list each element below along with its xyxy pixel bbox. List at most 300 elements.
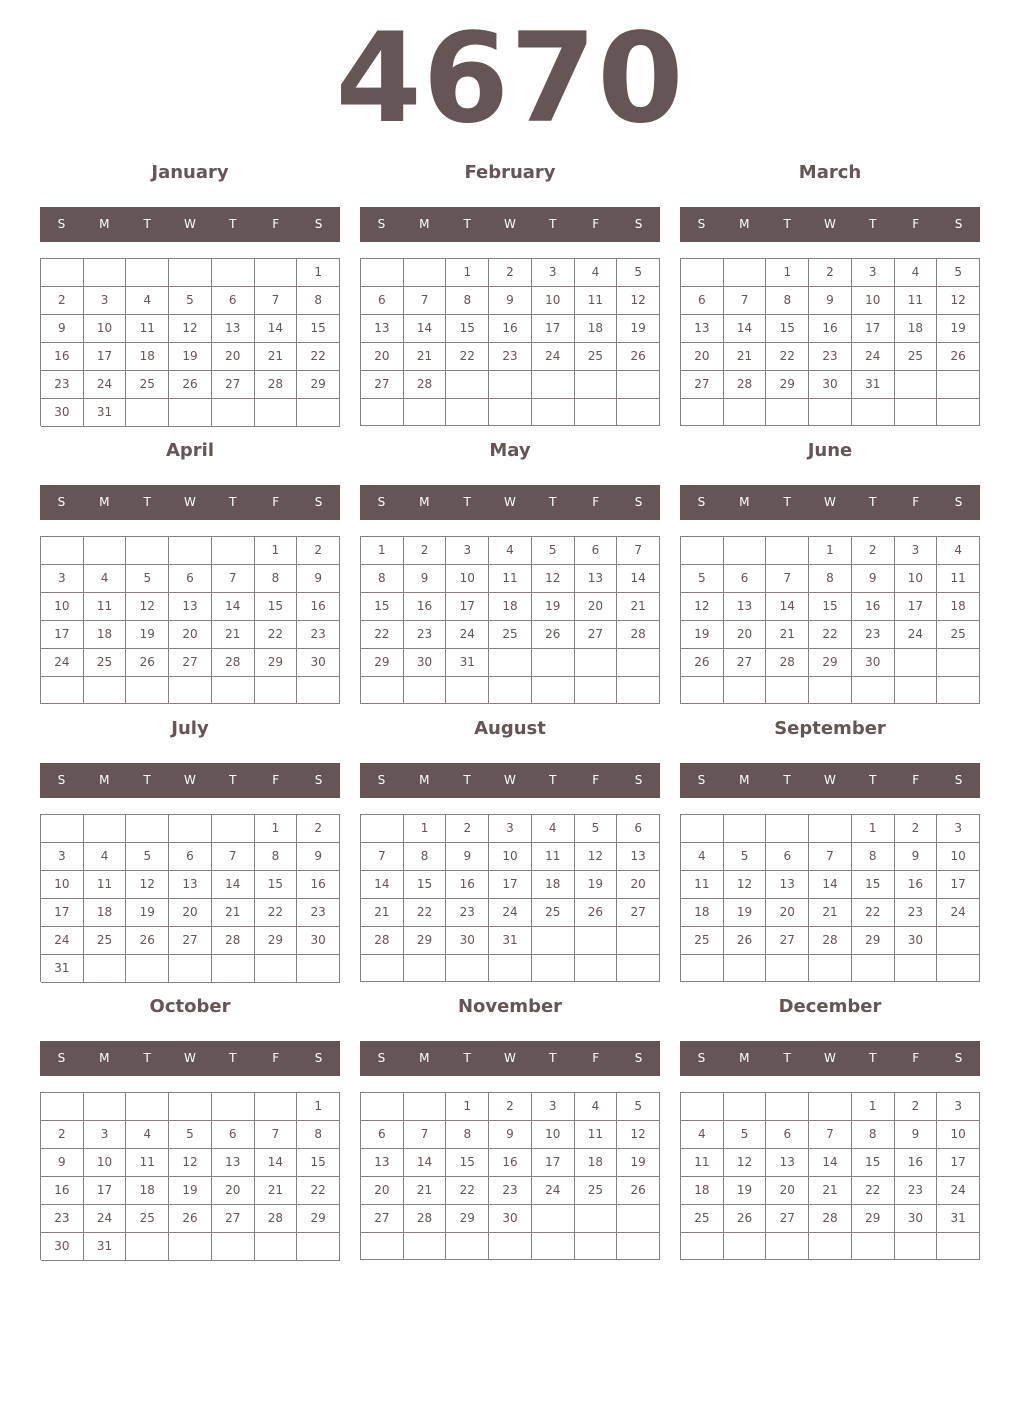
day-cell: 8 [255,565,298,593]
day-cell: 15 [446,1149,489,1177]
day-cell: 20 [575,593,618,621]
weekday-label: T [549,217,557,231]
empty-cell [446,399,489,426]
day-cell: 17 [41,621,84,649]
day-cell: 25 [84,927,127,955]
day-cell: 21 [404,1177,447,1205]
day-cell: 27 [766,927,809,955]
empty-cell [41,537,84,565]
day-cell: 16 [41,343,84,371]
empty-cell [126,1093,169,1121]
day-cell: 15 [446,315,489,343]
weekday-label: M [739,1051,750,1065]
day-cell: 26 [937,343,980,371]
empty-cell [532,649,575,677]
day-cell: 19 [724,1177,767,1205]
day-cell: 9 [895,1121,938,1149]
day-cell: 4 [681,843,724,871]
empty-cell [681,399,724,426]
day-cell: 26 [532,621,575,649]
weekday-label: T [143,773,151,787]
day-cell: 14 [617,565,660,593]
empty-cell [446,371,489,399]
day-cell: 24 [489,899,532,927]
weekday-label: S [314,1051,323,1065]
day-cell: 14 [255,1149,298,1177]
day-cell: 1 [446,259,489,287]
day-cell: 13 [575,565,618,593]
empty-cell [126,259,169,287]
day-cell: 10 [84,315,127,343]
empty-cell [766,399,809,426]
day-cell: 27 [361,1205,404,1233]
empty-cell [724,537,767,565]
day-cell: 22 [852,1177,895,1205]
day-cell: 3 [937,1093,980,1121]
day-cell: 16 [297,871,340,899]
day-cell: 3 [532,1093,575,1121]
empty-cell [169,1093,212,1121]
day-cell: 8 [852,843,895,871]
day-cell: 9 [297,843,340,871]
day-cell: 10 [489,843,532,871]
weekday-label: F [912,773,920,787]
day-cell: 17 [937,1149,980,1177]
day-cell: 14 [255,315,298,343]
day-cell: 20 [617,871,660,899]
day-cell: 23 [297,621,340,649]
empty-cell [255,677,298,704]
day-cell: 17 [532,315,575,343]
weekday-label: T [229,1051,237,1065]
day-cell: 29 [404,927,447,955]
day-cell: 6 [169,565,212,593]
day-cell: 3 [84,287,127,315]
day-cell: 18 [575,315,618,343]
day-cell: 25 [489,621,532,649]
day-cell: 18 [84,621,127,649]
day-cell: 27 [766,1205,809,1233]
empty-cell [724,677,767,704]
weekday-label: S [314,217,323,231]
empty-cell [575,399,618,426]
empty-cell [766,1233,809,1260]
empty-cell [169,955,212,983]
day-cell: 10 [532,287,575,315]
empty-cell [489,649,532,677]
day-cell: 2 [297,815,340,843]
day-cell: 9 [446,843,489,871]
day-cell: 28 [212,649,255,677]
weekday-label: T [143,217,151,231]
day-cell: 5 [724,1121,767,1149]
day-cell: 26 [169,371,212,399]
empty-cell [617,649,660,677]
day-cell: 15 [297,1149,340,1177]
day-cell: 4 [532,815,575,843]
day-cell: 24 [532,343,575,371]
empty-cell [404,1093,447,1121]
day-cell: 7 [404,1121,447,1149]
weekday-label: M [99,1051,110,1065]
day-cell: 29 [297,371,340,399]
empty-cell [766,677,809,704]
day-cell: 23 [895,899,938,927]
empty-cell [532,927,575,955]
empty-cell [895,677,938,704]
day-cell: 15 [404,871,447,899]
day-cell: 9 [895,843,938,871]
day-cell: 30 [297,927,340,955]
weekday-label: T [869,773,877,787]
weekday-label: S [377,1051,386,1065]
weekday-label: S [954,1051,963,1065]
day-cell: 12 [724,1149,767,1177]
day-cell: 28 [212,927,255,955]
day-cell: 11 [489,565,532,593]
day-cell: 14 [809,871,852,899]
day-cell: 7 [255,287,298,315]
day-cell: 30 [852,649,895,677]
day-cell: 7 [766,565,809,593]
day-cell: 13 [361,1149,404,1177]
empty-cell [724,1093,767,1121]
day-cell: 23 [297,899,340,927]
day-cell: 19 [169,343,212,371]
day-cell: 2 [895,815,938,843]
day-cell: 2 [41,1121,84,1149]
day-cell: 26 [126,649,169,677]
empty-cell [809,955,852,982]
empty-cell [297,677,340,704]
empty-cell [126,955,169,983]
empty-cell [489,399,532,426]
month-name: February [464,162,556,183]
day-cell: 18 [84,899,127,927]
weekday-label: M [739,217,750,231]
day-cell: 1 [255,815,298,843]
day-cell: 16 [446,871,489,899]
day-cell: 19 [617,1149,660,1177]
empty-cell [681,259,724,287]
day-cell: 31 [84,399,127,427]
day-cell: 12 [126,871,169,899]
empty-cell [681,1233,724,1260]
empty-cell [766,1093,809,1121]
day-cell: 9 [297,565,340,593]
empty-cell [84,955,127,983]
day-cell: 28 [255,1205,298,1233]
day-cell: 21 [809,899,852,927]
day-cell: 14 [404,315,447,343]
day-cell: 3 [41,843,84,871]
empty-cell [895,371,938,399]
day-cell: 5 [724,843,767,871]
weekday-label: S [377,773,386,787]
day-cell: 30 [297,649,340,677]
day-cell: 11 [126,1149,169,1177]
month-name: July [171,718,209,739]
weekday-label: M [99,495,110,509]
day-cell: 3 [41,565,84,593]
day-cell: 29 [852,1205,895,1233]
day-cell: 25 [575,1177,618,1205]
day-cell: 27 [681,371,724,399]
weekday-label: F [272,773,280,787]
day-cell: 22 [404,899,447,927]
weekday-label: W [824,773,836,787]
day-cell: 16 [489,315,532,343]
day-cell: 23 [446,899,489,927]
day-cell: 10 [852,287,895,315]
day-cell: 28 [809,1205,852,1233]
day-cell: 3 [446,537,489,565]
empty-cell [212,1093,255,1121]
day-cell: 12 [681,593,724,621]
day-cell: 2 [446,815,489,843]
day-grid [40,536,340,704]
day-cell: 25 [532,899,575,927]
empty-cell [766,537,809,565]
day-cell: 3 [895,537,938,565]
day-cell: 5 [681,565,724,593]
empty-cell [212,1233,255,1261]
weekday-label: S [314,495,323,509]
day-grid [360,1092,660,1260]
day-cell: 6 [766,843,809,871]
day-cell: 26 [617,343,660,371]
empty-cell [724,955,767,982]
day-cell: 31 [84,1233,127,1261]
day-cell: 4 [126,287,169,315]
day-cell: 15 [852,1149,895,1177]
weekday-label: M [419,773,430,787]
day-cell: 12 [169,1149,212,1177]
day-cell: 14 [404,1149,447,1177]
day-cell: 18 [126,1177,169,1205]
empty-cell [169,677,212,704]
day-cell: 23 [404,621,447,649]
empty-cell [361,1233,404,1260]
weekday-label: W [504,495,516,509]
day-cell: 20 [212,343,255,371]
day-cell: 20 [724,621,767,649]
empty-cell [361,955,404,982]
day-cell: 10 [895,565,938,593]
day-cell: 20 [766,899,809,927]
day-cell: 26 [724,927,767,955]
empty-cell [809,1093,852,1121]
day-cell: 5 [169,287,212,315]
empty-cell [766,955,809,982]
empty-cell [937,399,980,426]
empty-cell [255,1233,298,1261]
day-cell: 18 [126,343,169,371]
day-cell: 18 [575,1149,618,1177]
day-cell: 19 [575,871,618,899]
day-cell: 30 [41,399,84,427]
empty-cell [489,677,532,704]
empty-cell [724,1233,767,1260]
day-cell: 23 [489,1177,532,1205]
day-cell: 14 [212,593,255,621]
day-cell: 20 [169,621,212,649]
day-cell: 6 [169,843,212,871]
empty-cell [852,1233,895,1260]
day-cell: 25 [84,649,127,677]
day-cell: 8 [297,287,340,315]
weekday-label: M [739,495,750,509]
day-cell: 30 [809,371,852,399]
day-cell: 8 [297,1121,340,1149]
weekday-label: W [184,773,196,787]
day-cell: 8 [446,1121,489,1149]
empty-cell [361,399,404,426]
weekday-header [680,207,980,242]
empty-cell [212,537,255,565]
day-cell: 13 [766,871,809,899]
weekday-header [360,485,660,520]
weekday-label: M [419,495,430,509]
month-name: November [457,996,563,1017]
empty-cell [41,815,84,843]
empty-cell [532,1233,575,1260]
weekday-label: T [463,495,471,509]
day-cell: 24 [41,649,84,677]
weekday-label: S [57,1051,66,1065]
weekday-header [40,763,340,798]
day-cell: 8 [766,287,809,315]
weekday-label: W [824,217,836,231]
empty-cell [84,815,127,843]
day-cell: 27 [617,899,660,927]
day-cell: 2 [852,537,895,565]
empty-cell [361,677,404,704]
weekday-label: F [912,217,920,231]
day-cell: 25 [126,371,169,399]
weekday-label: T [549,773,557,787]
day-cell: 28 [255,371,298,399]
day-cell: 3 [532,259,575,287]
day-cell: 17 [489,871,532,899]
day-cell: 14 [809,1149,852,1177]
weekday-header [680,763,980,798]
day-cell: 5 [126,565,169,593]
day-cell: 15 [297,315,340,343]
day-cell: 18 [681,899,724,927]
day-grid [360,814,660,982]
day-cell: 22 [255,621,298,649]
day-grid [680,258,980,426]
day-cell: 24 [937,1177,980,1205]
day-cell: 24 [532,1177,575,1205]
weekday-label: S [954,495,963,509]
weekday-label: S [314,773,323,787]
empty-cell [852,399,895,426]
empty-cell [404,1233,447,1260]
day-cell: 28 [724,371,767,399]
weekday-header [680,1041,980,1076]
day-cell: 5 [169,1121,212,1149]
empty-cell [681,677,724,704]
day-cell: 8 [255,843,298,871]
day-cell: 20 [766,1177,809,1205]
day-grid [680,536,980,704]
day-cell: 9 [41,1149,84,1177]
day-cell: 30 [41,1233,84,1261]
empty-cell [212,955,255,983]
empty-cell [852,955,895,982]
day-cell: 10 [41,871,84,899]
day-cell: 4 [895,259,938,287]
weekday-label: S [697,1051,706,1065]
day-cell: 18 [532,871,575,899]
empty-cell [937,927,980,955]
empty-cell [766,815,809,843]
day-cell: 27 [361,371,404,399]
day-cell: 1 [297,259,340,287]
day-cell: 21 [212,899,255,927]
day-cell: 10 [446,565,489,593]
day-cell: 7 [212,565,255,593]
day-cell: 14 [212,871,255,899]
weekday-label: F [912,1051,920,1065]
day-cell: 2 [41,287,84,315]
empty-cell [169,815,212,843]
day-cell: 15 [361,593,404,621]
day-cell: 21 [766,621,809,649]
day-cell: 5 [126,843,169,871]
day-cell: 3 [84,1121,127,1149]
day-cell: 10 [532,1121,575,1149]
day-cell: 3 [852,259,895,287]
weekday-label: S [697,217,706,231]
day-cell: 27 [575,621,618,649]
empty-cell [361,1093,404,1121]
weekday-label: S [377,495,386,509]
day-cell: 19 [681,621,724,649]
weekday-label: T [463,217,471,231]
day-cell: 28 [766,649,809,677]
day-cell: 1 [404,815,447,843]
day-cell: 4 [84,565,127,593]
empty-cell [404,955,447,982]
day-cell: 7 [809,843,852,871]
day-cell: 5 [617,259,660,287]
day-cell: 24 [84,1205,127,1233]
weekday-label: S [377,217,386,231]
day-cell: 6 [681,287,724,315]
weekday-label: T [229,773,237,787]
day-cell: 31 [852,371,895,399]
day-grid [40,1092,340,1260]
empty-cell [446,955,489,982]
weekday-label: S [634,217,643,231]
empty-cell [937,955,980,982]
day-cell: 12 [617,1121,660,1149]
weekday-label: T [143,1051,151,1065]
empty-cell [617,677,660,704]
empty-cell [84,677,127,704]
empty-cell [404,677,447,704]
day-cell: 11 [681,1149,724,1177]
day-cell: 11 [937,565,980,593]
empty-cell [212,677,255,704]
empty-cell [212,259,255,287]
day-cell: 30 [895,1205,938,1233]
weekday-label: F [592,495,600,509]
day-cell: 6 [766,1121,809,1149]
